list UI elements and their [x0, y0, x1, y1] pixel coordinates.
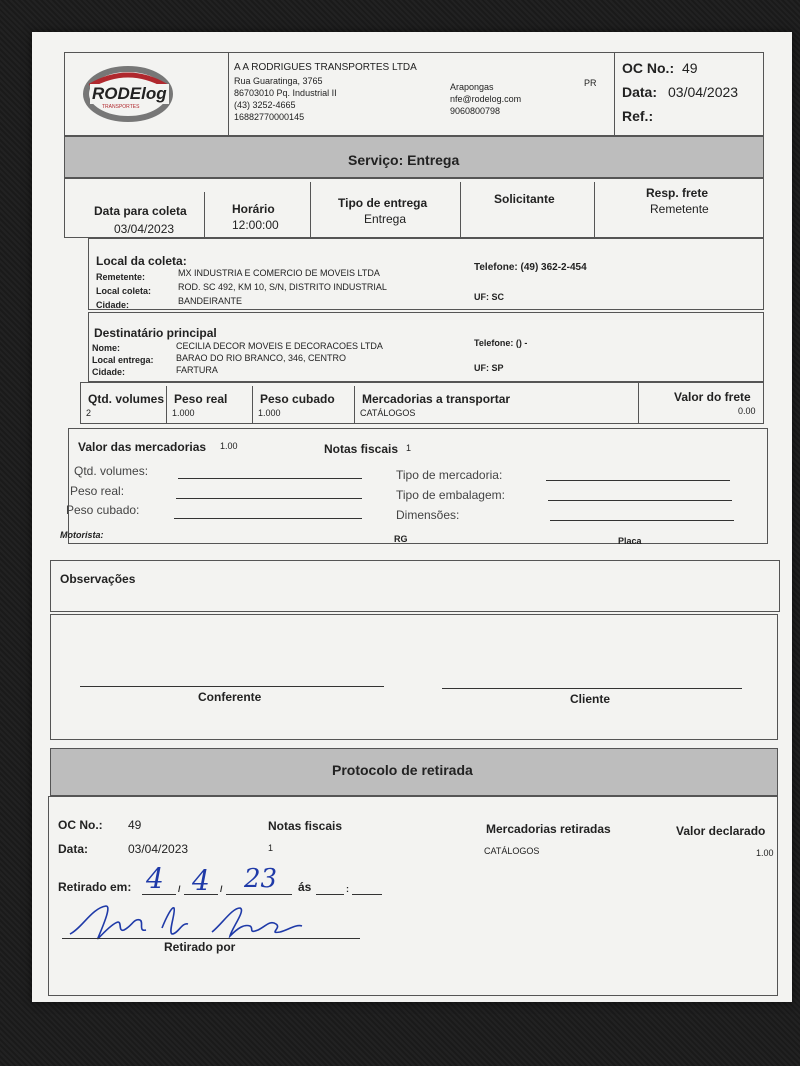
delivery-type-label: Tipo de entrega: [338, 196, 428, 210]
delivery-place-value: BARAO DO RIO BRANCO, 346, CENTRO: [176, 353, 347, 363]
company-phone: (43) 3252-4665: [234, 100, 296, 110]
pickup-place-label: Local coleta:: [96, 286, 152, 296]
pickup-place-value: ROD. SC 492, KM 10, S/N, DISTRITO INDUSTRIAL: [178, 282, 387, 292]
sender-label: Remetente:: [96, 272, 146, 282]
plate-label: Placa: [618, 536, 642, 546]
delivery-place-label: Local entrega:: [92, 355, 154, 365]
recipient-name-label: Nome:: [92, 343, 121, 353]
company-city: Arapongas: [450, 82, 494, 92]
pickup-city-label: Cidade:: [96, 300, 130, 310]
date-value: 03/04/2023: [668, 84, 739, 100]
freight-value: 0.00: [738, 406, 756, 416]
pickup-uf: UF: SC: [474, 292, 504, 302]
goods-type-label: Tipo de mercadoria:: [396, 468, 503, 482]
freight-value-label: Valor do frete: [674, 390, 751, 404]
recipient-title: Destinatário principal: [94, 326, 217, 340]
goods-value: 1.00: [220, 441, 238, 451]
protocol-invoices-value: 1: [268, 843, 274, 853]
protocol-date-value: 03/04/2023: [128, 842, 189, 856]
signature-box: [50, 614, 778, 740]
cargo-weight-value: 1.000: [172, 408, 195, 418]
company-logo: RODElog TRANSPORTES: [80, 66, 176, 122]
dimensions-label: Dimensões:: [396, 508, 460, 522]
company-state: PR: [584, 78, 597, 88]
pickup-phone: Telefone: (49) 362-2-454: [474, 262, 587, 273]
protocol-title: Protocolo de retirada: [332, 762, 473, 778]
cargo-goods-label: Mercadorias a transportar: [362, 392, 511, 406]
company-cep: 86703010 Pq. Industrial II: [234, 88, 337, 98]
company-email: nfe@rodelog.com: [450, 94, 522, 104]
declared-value-label: Valor declarado: [676, 824, 766, 838]
cargo-volumes-label: Qtd. volumes: [88, 392, 165, 406]
recipient-name-value: CECILIA DECOR MOVEIS E DECORACOES LTDA: [176, 341, 383, 351]
at-label: ás: [298, 880, 312, 894]
invoices-label: Notas fiscais: [324, 442, 399, 456]
freight-resp-value: Remetente: [650, 202, 709, 216]
handwritten-day: 4: [146, 862, 164, 895]
pickup-date-label: Data para coleta: [94, 204, 187, 218]
company-cnpj: 16882770000145: [234, 112, 305, 122]
recipient-city-value: FARTURA: [176, 365, 218, 375]
protocol-oc-value: 49: [128, 818, 142, 832]
cargo-goods-value: CATÁLOGOS: [360, 408, 416, 418]
time-value: 12:00:00: [232, 218, 279, 232]
recipient-uf: UF: SP: [474, 363, 504, 373]
protocol-oc-label: OC No.:: [58, 818, 103, 832]
withdrawn-on-label: Retirado em:: [58, 880, 132, 894]
pickup-date-value: 03/04/2023: [114, 222, 175, 236]
client-label: Cliente: [570, 692, 611, 706]
cargo-weight-label: Peso real: [174, 392, 228, 406]
cubed-label: Peso cubado:: [66, 503, 140, 517]
withdrawn-by-label: Retirado por: [164, 940, 236, 954]
protocol-invoices-label: Notas fiscais: [268, 819, 343, 833]
recipient-phone: Telefone: () -: [474, 338, 528, 348]
handwritten-year: 23: [244, 864, 278, 894]
notes-box: [50, 560, 780, 612]
freight-resp-label: Resp. frete: [646, 186, 709, 200]
cargo-cubed-value: 1.000: [258, 408, 281, 418]
sender-value: MX INDUSTRIA E COMERCIO DE MOVEIS LTDA: [178, 268, 380, 278]
protocol-goods-value: CATÁLOGOS: [484, 846, 540, 856]
service-title: Serviço: Entrega: [348, 152, 460, 168]
pickup-city-value: BANDEIRANTE: [178, 296, 243, 306]
requester-label: Solicitante: [494, 192, 555, 206]
oc-value: 49: [682, 60, 698, 76]
rg-label: RG: [394, 534, 408, 544]
ref-label: Ref.:: [622, 108, 654, 124]
declared-value: 1.00: [756, 848, 774, 858]
date-label: Data:: [622, 84, 658, 100]
invoices-value: 1: [406, 443, 412, 453]
company-name: A A RODRIGUES TRANSPORTES LTDA: [234, 62, 417, 73]
protocol-date-label: Data:: [58, 842, 89, 856]
protocol-goods-label: Mercadorias retiradas: [486, 822, 611, 836]
recipient-city-label: Cidade:: [92, 367, 126, 377]
weight-label: Peso real:: [70, 484, 125, 498]
qty-label: Qtd. volumes:: [74, 464, 149, 478]
notes-title: Observações: [60, 572, 136, 586]
oc-label: OC No.:: [622, 60, 675, 76]
time-label: Horário: [232, 202, 275, 216]
checker-label: Conferente: [198, 690, 262, 704]
company-address: Rua Guaratinga, 3765: [234, 76, 323, 86]
goods-value-label: Valor das mercadorias: [78, 440, 207, 454]
protocol-box: [48, 796, 778, 996]
packaging-label: Tipo de embalagem:: [396, 488, 505, 502]
cargo-cubed-label: Peso cubado: [260, 392, 335, 406]
delivery-type-value: Entrega: [364, 212, 407, 226]
shipping-document: RODElog TRANSPORTES A A RODRIGUES TRANSPORTES LTDA Rua Guaratinga, 3765 86703010 Pq. Industrial II (43) 3252-4665 16882770000145 Arapongas PR nfe@rodelog.com 9060800798 OC No.: 49 Data: 03/04/2023 Ref.: Serviço: Entrega Data para coleta 03/04/2023 Horário 12:00:00 Tipo de entrega Entrega Solicitante Resp. frete Remetente Local da coleta: Remetente: MX INDUSTRIA E COMERCIO DE MOVEIS LTDA Local coleta: ROD. SC 492, KM 10, S/N, DISTRITO INDUSTRIAL Cidade: BANDEIRANTE Telefone: (49) 362-2-454 UF: SC Destinatário principal Nome: CECILIA DECOR MOVEIS E DECORACOES LTDA Local entrega: BARAO DO RIO BRANCO, 346, CENTRO Cidade: FARTURA Telefone: () - UF: SP Qtd. volumes 2 Peso real 1.000 Peso cubado 1.000 Mercadorias a transportar CATÁLOGOS Valor do frete 0.00 Valor das mercadorias 1.00 Notas fiscais 1 Qtd. volumes: Peso real: Peso cubado: Tipo de mercadoria: Tipo de embalagem: Dimensões: Motorista: RG Placa Observações Conferente Cliente Protocolo de retirada OC No.: 49 Data: 03/04/2023 Notas fiscais 1 Mercadorias retiradas CATÁLOGOS Valor declarado 1.00 Retirado em: / / 4 4 23 ás : Retirado por: [32, 32, 792, 1002]
company-ie: 9060800798: [450, 106, 501, 116]
cargo-volumes-value: 2: [86, 408, 92, 418]
driver-label: Motorista:: [60, 530, 104, 540]
pickup-title: Local da coleta:: [96, 254, 187, 268]
handwritten-month: 4: [192, 864, 210, 897]
